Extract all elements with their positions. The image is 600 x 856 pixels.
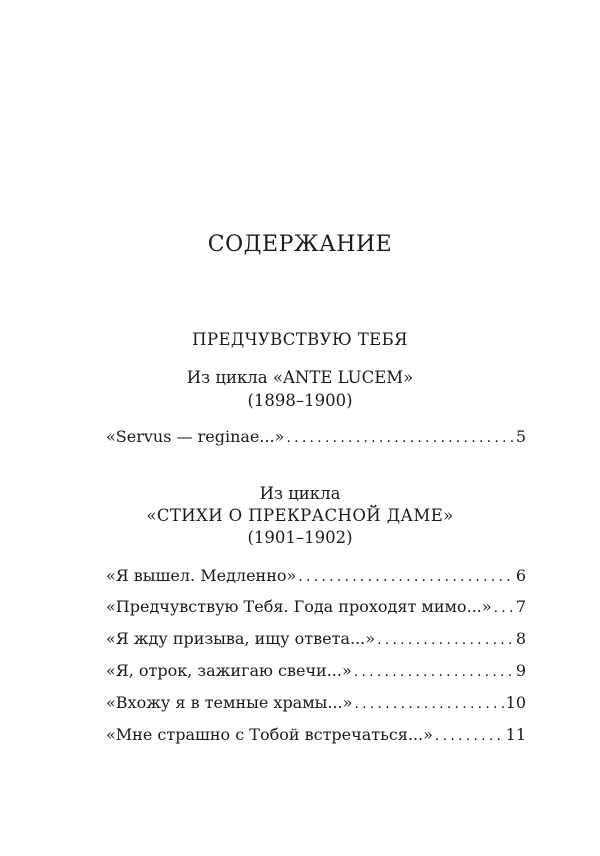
cycle-prefix-2: Из цикла bbox=[259, 484, 341, 503]
toc-entry-page: 6 bbox=[515, 566, 526, 585]
toc-entry-page: 8 bbox=[515, 629, 526, 648]
part-title: ПРЕДЧУВСТВУЮ ТЕБЯ bbox=[192, 330, 408, 349]
toc-entry[interactable] bbox=[106, 725, 526, 749]
toc-entry[interactable] bbox=[106, 597, 526, 621]
cycle-years-2: (1901–1902) bbox=[247, 528, 353, 547]
toc-entry-title: «Я жду призыва, ищу ответа...» bbox=[106, 629, 376, 648]
toc-entry[interactable] bbox=[106, 629, 526, 653]
toc-entry-page: 7 bbox=[515, 597, 526, 616]
dot-leader bbox=[354, 697, 503, 711]
toc-entry-title: «Я, отрок, зажигаю свечи...» bbox=[106, 661, 352, 680]
cycle-years-1: (1898–1900) bbox=[247, 391, 353, 410]
toc-entry[interactable] bbox=[106, 693, 526, 717]
dot-leader bbox=[286, 431, 513, 445]
dot-leader bbox=[435, 729, 504, 743]
cycle-title-stikhi: «СТИХИ О ПРЕКРАСНОЙ ДАМЕ» bbox=[146, 506, 454, 525]
dot-leader bbox=[377, 633, 514, 647]
toc-entry-page: 5 bbox=[515, 427, 526, 446]
toc-entry-page: 11 bbox=[505, 725, 526, 744]
contents-heading: СОДЕРЖАНИЕ bbox=[207, 232, 393, 257]
toc-entry-page: 9 bbox=[515, 661, 526, 680]
toc-entry[interactable] bbox=[106, 661, 526, 685]
toc-entry-title: «Servus — reginae...» bbox=[106, 427, 285, 446]
dot-leader bbox=[494, 601, 514, 615]
toc-entry-page: 10 bbox=[505, 693, 526, 712]
toc-entry[interactable] bbox=[106, 566, 526, 590]
toc-entry-title: «Мне страшно с Тобой встречаться...» bbox=[106, 725, 433, 744]
dot-leader bbox=[354, 665, 514, 679]
toc-entry-title: «Предчувствую Тебя. Года проходят мимо...» bbox=[106, 597, 492, 616]
cycle-title-ante-lucem: Из цикла «ANTE LUCEM» bbox=[186, 368, 414, 387]
toc-entry[interactable] bbox=[106, 427, 526, 451]
toc-entry-title: «Я вышел. Медленно» bbox=[106, 566, 297, 585]
dot-leader bbox=[298, 570, 514, 584]
toc-entry-title: «Вхожу я в темные храмы...» bbox=[106, 693, 353, 712]
